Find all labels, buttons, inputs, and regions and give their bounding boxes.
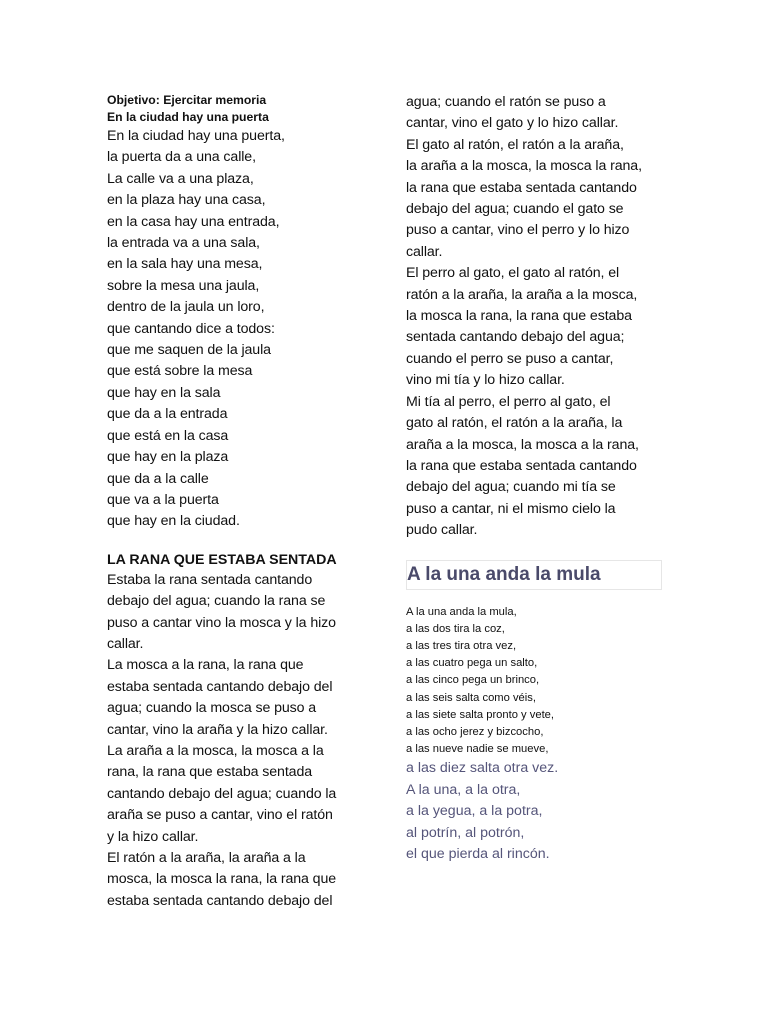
poem-line: que hay en la plaza — [107, 449, 229, 466]
poem-line: a las ocho jerez y bizcocho, — [406, 725, 544, 738]
poem-line: la rana que estaba sentada cantando — [406, 457, 637, 474]
poem2-heading: LA RANA QUE ESTABA SENTADA — [107, 551, 337, 568]
poem-line: agua; cuando la mosca se puso a — [107, 700, 317, 717]
section-gap — [107, 533, 379, 550]
poem-line: a las nueve nadie se mueve, — [406, 743, 549, 756]
poem-line: cantando debajo del agua; cuando la — [107, 785, 337, 802]
poem-line: vino mi tía y lo hizo callar. — [406, 372, 565, 389]
poem2-body — [107, 570, 379, 913]
poem-line: que da a la entrada — [107, 406, 228, 423]
poem-line: debajo del agua; cuando mi tía se — [406, 479, 616, 496]
poem-line: callar. — [406, 243, 443, 260]
poem-line: en la plaza hay una casa, — [107, 192, 266, 209]
poem-line: que hay en la sala — [107, 384, 221, 401]
poem-line: a la yegua, a la potra, — [406, 803, 543, 820]
poem3-large-body — [406, 758, 668, 865]
poem-line: A la una anda la mula, — [406, 605, 517, 618]
poem-line: A la una, a la otra, — [406, 781, 521, 798]
poem-line: araña se puso a cantar, vino el ratón — [107, 807, 333, 824]
poem-line: que está en la casa — [107, 427, 229, 444]
poem2-continuation — [406, 92, 668, 542]
poem-line: sobre la mesa una jaula, — [107, 277, 260, 294]
poem-line: puso a cantar, ni el mismo cielo la — [406, 500, 616, 517]
poem-line: y la hizo callar. — [107, 828, 199, 845]
objective-line: Objetivo: Ejercitar memoria — [107, 93, 267, 107]
poem-line: Mi tía al perro, el perro al gato, el — [406, 393, 611, 410]
poem-line: debajo del agua; cuando el gato se — [406, 201, 624, 218]
poem-line: agua; cuando el ratón se puso a — [406, 94, 606, 110]
poem-line: sentada cantando debajo del agua; — [406, 329, 625, 346]
poem-line: puso a cantar, vino el perro y lo hizo — [406, 222, 630, 239]
right-column — [406, 92, 668, 865]
poem-line: que está sobre la mesa — [107, 363, 253, 380]
poem-line: estaba sentada cantando debajo del — [107, 678, 333, 695]
poem-line: que va a la puerta — [107, 491, 219, 508]
poem-line: en la casa hay una entrada, — [107, 213, 280, 230]
poem-line: En la ciudad hay una puerta, — [107, 128, 285, 144]
poem-line: puso a cantar vino la mosca y la hizo — [107, 614, 336, 631]
poem-line: a las cinco pega un brinco, — [406, 674, 540, 687]
poem-line: araña a la mosca, la mosca a la rana, — [406, 436, 639, 453]
poem-line: la entrada va a una sala, — [107, 235, 260, 252]
poem-line: gato al ratón, el ratón a la araña, la — [406, 415, 623, 432]
poem-line: a las cuatro pega un salto, — [406, 657, 538, 670]
poem-line: que me saquen de la jaula — [107, 342, 271, 359]
poem-line: cantar, vino la araña y la hizo callar. — [107, 721, 328, 738]
poem-line: a las tres tira otra vez, — [406, 639, 517, 652]
poem3-small-body — [406, 604, 668, 759]
poem-line: El gato al ratón, el ratón a la araña, — [406, 136, 624, 153]
poem-line: estaba sentada cantando debajo del — [107, 892, 333, 909]
poem-line: El ratón a la araña, la araña a la — [107, 850, 306, 866]
poem-line: debajo del agua; cuando la rana se — [107, 593, 326, 610]
poem-line: la mosca la rana, la rana que estaba — [406, 308, 632, 325]
poem-line: a las siete salta pronto y vete, — [406, 708, 555, 721]
section-gap — [406, 590, 668, 604]
poem-line: a las dos tira la coz, — [406, 622, 505, 635]
poem1-subtitle: En la ciudad hay una puerta — [107, 110, 269, 124]
poem-line: en la sala hay una mesa, — [107, 256, 263, 273]
poem-line: cuando el perro se puso a cantar, — [406, 350, 614, 367]
poem-line: Estaba la rana sentada cantando — [107, 571, 313, 588]
poem-line: a las diez salta otra vez. — [406, 760, 559, 777]
poem-line: el que pierda al rincón. — [406, 845, 550, 862]
poem-line: pudo callar. — [406, 522, 478, 539]
poem-line: rana, la rana que estaba sentada — [107, 764, 313, 781]
poem-line: dentro de la jaula un loro, — [107, 299, 265, 316]
poem-line: al potrín, al potrón, — [406, 824, 525, 841]
poem-line: La araña a la mosca, la mosca a la — [107, 742, 324, 759]
left-column — [107, 92, 379, 912]
poem-line: la rana que estaba sentada cantando — [406, 179, 637, 196]
poem-line: que hay en la ciudad. — [107, 513, 240, 530]
poem3-title: A la una anda la mula — [407, 563, 601, 585]
poem-line: La mosca a la rana, la rana que — [107, 657, 304, 674]
poem-line: El perro al gato, el gato al ratón, el — [406, 265, 620, 282]
poem1-body — [107, 126, 379, 533]
poem-line: La calle va a una plaza, — [107, 170, 254, 187]
poem-line: que da a la calle — [107, 470, 209, 487]
poem-line: callar. — [107, 635, 144, 652]
poem-line: mosca, la mosca la rana, la rana que — [107, 871, 337, 888]
poem-line: que cantando dice a todos: — [107, 320, 275, 337]
poem-line: la araña a la mosca, la mosca la rana, — [406, 158, 642, 175]
poem-line: cantar, vino el gato y lo hizo callar. — [406, 115, 619, 132]
poem-line: ratón a la araña, la araña a la mosca, — [406, 286, 638, 303]
poem3-title-box — [406, 560, 662, 590]
poem-line: a las seis salta como véis, — [406, 691, 536, 704]
poem-line: la puerta da a una calle, — [107, 149, 256, 166]
